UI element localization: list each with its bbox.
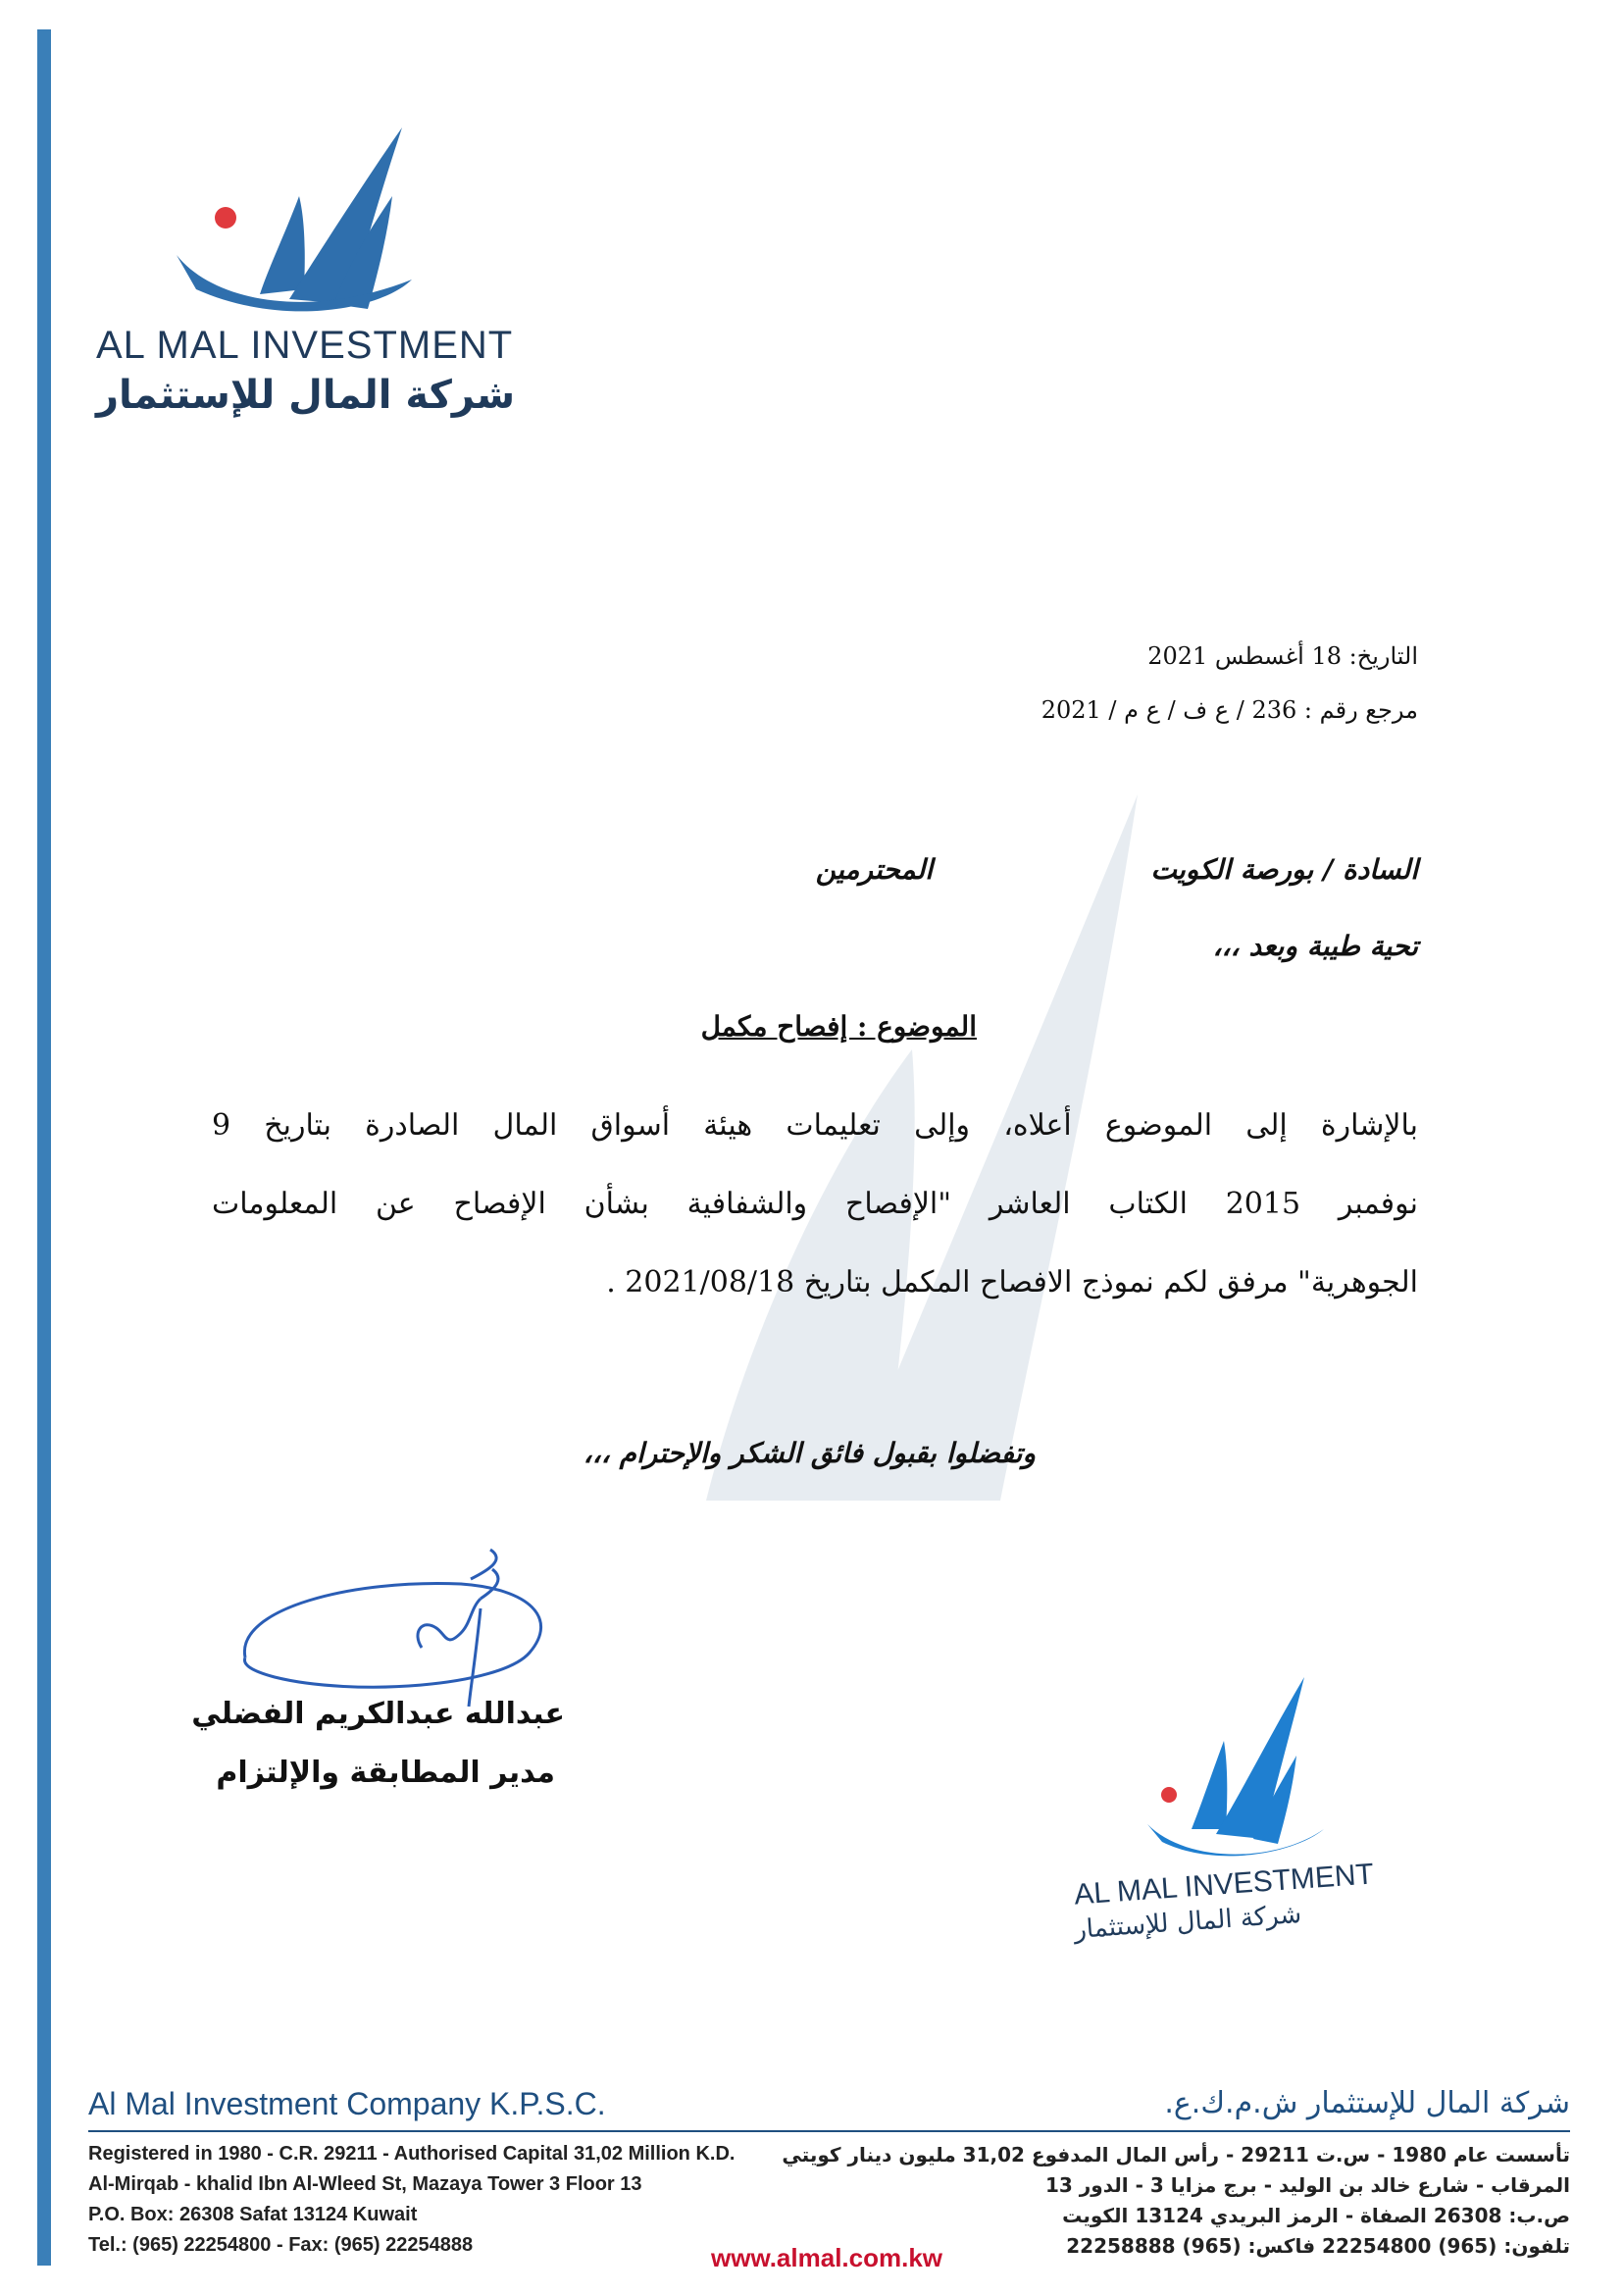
letter-reference: مرجع رقم : 236 / ع ف / ع م / 2021 — [1040, 696, 1418, 724]
greeting: تحية طيبة وبعد ،،، — [1212, 930, 1418, 962]
recipient-addressee: السادة / بورصة الكويت — [1150, 853, 1418, 886]
footer-ar-line-4: تلفون: (965) 22254800 فاكس: (965) 22258888 — [1066, 2234, 1570, 2258]
letter-subject: الموضوع : إفصاح مكمل — [700, 1010, 977, 1043]
footer-en-line-3: P.O. Box: 26308 Safat 13124 Kuwait — [88, 2204, 418, 2225]
handwritten-signature — [235, 1540, 569, 1711]
stamp-company-ar: شركة المال للإستثمار — [1073, 1899, 1303, 1946]
footer-company-ar: شركة المال للإستثمار ش.م.ك.ع. — [1164, 2086, 1570, 2120]
company-stamp-logo — [1118, 1667, 1334, 1863]
letterhead-company-ar: شركة المال للإستثمار — [96, 373, 516, 418]
body-line-3: الجوهرية" مرفق لكم نموذج الافصاح المكمل بتاريخ 2021/08/18 . — [606, 1265, 1418, 1300]
letterhead-company-en: AL MAL INVESTMENT — [96, 324, 514, 367]
letter-date: التاريخ: 18 أغسطس 2021 — [1147, 642, 1418, 670]
footer-website-link[interactable]: www.almal.com.kw — [711, 2243, 943, 2272]
body-line-1: بالإشارة إلى الموضوع أعلاه، وإلى تعليمات هيئة أسواق المال الصادرة بتاريخ 9 — [212, 1108, 1418, 1143]
footer-en-line-1: Registered in 1980 - C.R. 29211 - Authorised Capital 31,02 Million K.D. — [88, 2143, 736, 2165]
body-line-2: نوفمبر 2015 الكتاب العاشر "الإفصاح والشفافية بشأن الإفصاح عن المعلومات — [212, 1187, 1418, 1221]
footer-divider — [88, 2130, 1570, 2132]
footer-ar-line-2: المرقاب - شارع خالد بن الوليد - برج مزايا 3 - الدور 13 — [1044, 2173, 1570, 2197]
footer-en-line-2: Al-Mirqab - khalid Ibn Al-Wleed St, Mazaya Tower 3 Floor 13 — [88, 2173, 642, 2195]
footer-ar-line-3: ص.ب: 26308 الصفاة - الرمز البريدي 13124 الكويت — [1062, 2204, 1570, 2227]
left-brand-bar — [37, 29, 51, 2266]
signatory-name: عبدالله عبدالكريم الفضلي — [191, 1697, 565, 1731]
footer-ar-line-1: تأسست عام 1980 - س.ت 29211 - رأس المال المدفوع 31,02 مليون دينار كويتي — [782, 2143, 1570, 2167]
signatory-title: مدير المطابقة والإلتزام — [216, 1756, 555, 1790]
closing-text: وتفضلوا بقبول فائق الشكر والإحترام ،،، — [583, 1437, 1036, 1469]
stamp-company-en: AL MAL INVESTMENT — [1073, 1858, 1375, 1912]
footer-company-en: Al Mal Investment Company K.P.S.C. — [88, 2086, 606, 2121]
recipient-honorific: المحترمين — [815, 853, 933, 886]
footer-en-line-4: Tel.: (965) 22254800 - Fax: (965) 22254888 — [88, 2234, 474, 2256]
